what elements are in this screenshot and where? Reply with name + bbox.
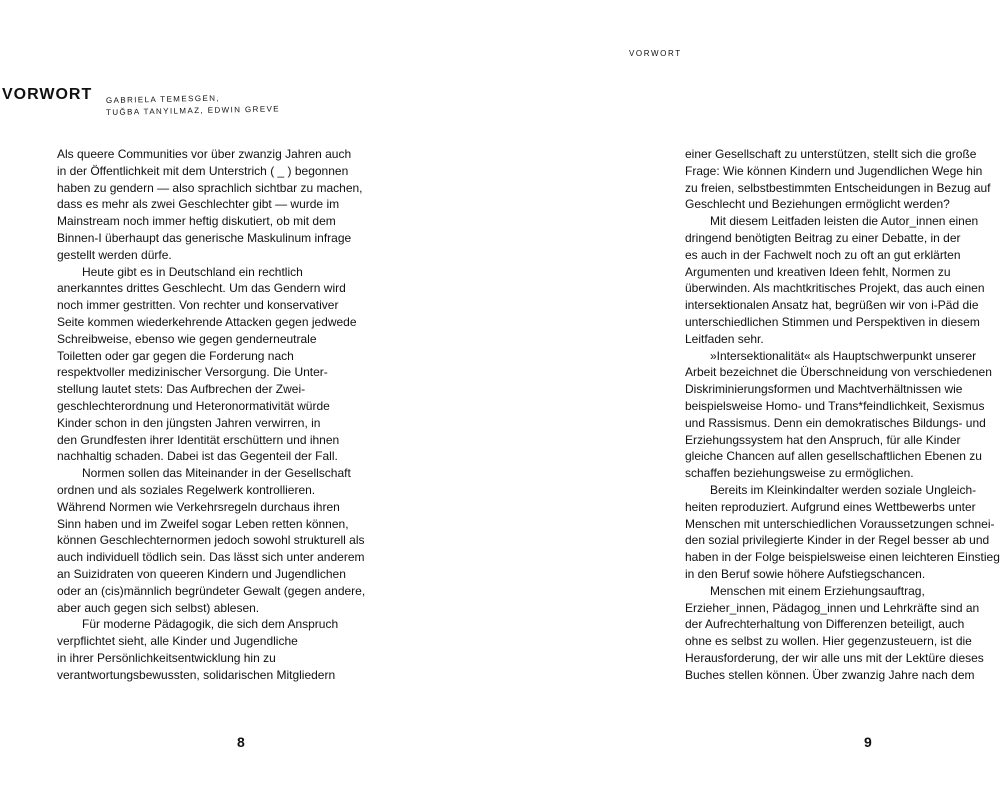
text-line: Während Normen wie Verkehrsregeln durchaus ihren — [57, 499, 340, 514]
text-line: Toiletten oder gar gegen die Forderung nach — [57, 348, 294, 363]
text-line: es auch in der Fachwelt noch zu oft an gut erklärten — [685, 247, 961, 262]
text-line: haben in der Folge beispielsweise einen leichteren Einstieg — [685, 550, 1000, 565]
text-line: schaffen beziehungsweise zu ermöglichen. — [685, 466, 914, 481]
text-line: an Suizidraten von queeren Kindern und Jugendlichen — [57, 566, 346, 581]
text-line: Seite kommen wiederkehrende Attacken gegen jedwede — [57, 314, 357, 329]
text-line: unterschiedlichen Stimmen und Perspektiven in diesem — [685, 314, 980, 329]
text-line: beispielsweise Homo- und Trans*feindlichkeit, Sexismus — [685, 398, 985, 413]
text-line: Binnen-I überhaupt das generische Maskulinum infrage — [57, 230, 352, 245]
text-line: verantwortungsbewussten, solidarischen Mitgliedern — [57, 667, 336, 682]
text-line: können Geschlechternormen jedoch sowohl strukturell als — [57, 533, 365, 548]
left-body-text — [57, 146, 377, 684]
page-number-right: 9 — [864, 734, 872, 750]
text-line: den Grundfesten ihrer Identität erschüttern und ihnen — [57, 432, 340, 447]
text-line: gleiche Chancen auf allen gesellschaftlichen Ebenen zu — [685, 449, 982, 464]
text-line: und Rassismus. Denn ein demokratisches Bildungs- und — [685, 415, 986, 430]
text-line: den sozial privilegierte Kinder in der Regel besser ab und — [685, 533, 990, 548]
text-line: Als queere Communities vor über zwanzig Jahren auch — [57, 147, 352, 161]
right-body-text — [685, 146, 1000, 684]
text-line: verpflichtet sieht, alle Kinder und Jugendliche — [57, 634, 298, 649]
text-line: in ihrer Persönlichkeitsentwicklung hin zu — [57, 650, 276, 665]
text-line: Bereits im Kleinkindalter werden soziale Ungleich- — [710, 482, 977, 497]
text-line: geschlechterordnung und Heteronormativität würde — [57, 398, 330, 413]
text-line: Erziehungssystem hat den Anspruch, für alle Kinder — [685, 432, 961, 447]
author-line: TUĞBA TANYILMAZ, EDWIN GREVE — [105, 104, 281, 117]
text-line: einer Gesellschaft zu unterstützen, stellt sich die große — [685, 147, 977, 161]
text-line: Menschen mit einem Erziehungsauftrag, — [710, 583, 925, 598]
text-line: Menschen mit unterschiedlichen Voraussetzungen schnei- — [685, 516, 995, 531]
author-line: GABRIELA TEMESGEN, — [105, 93, 221, 105]
text-line: Sinn haben und im Zweifel sogar Leben retten können, — [57, 516, 349, 531]
text-line: Mit diesem Leitfaden leisten die Autor_innen einen — [710, 214, 979, 229]
text-line: respektvoller medizinischer Versorgung. Die Unter- — [57, 365, 328, 380]
text-line: nachhaltig schaden. Dabei ist das Gegenteil der Fall. — [57, 449, 338, 464]
text-line: dass es mehr als zwei Geschlechter gibt — wurde im — [57, 197, 340, 212]
right-page — [500, 0, 1000, 800]
text-line: stellung lautet stets: Das Aufbrechen der Zwei- — [57, 382, 306, 397]
chapter-title: VORWORT — [2, 86, 93, 103]
text-line: »Intersektionalität« als Hauptschwerpunkt unserer — [710, 348, 977, 363]
text-line: dringend benötigten Beitrag zu einer Debatte, in der — [685, 230, 961, 245]
text-line: überwinden. Als machtkritisches Projekt, das auch einen — [685, 281, 985, 296]
text-line: Argumenten und kreativen Ideen fehlt, Normen zu — [685, 264, 951, 279]
text-line: Frage: Wie können Kindern und Jugendlichen Wege hin — [685, 163, 983, 178]
text-line: noch immer gestritten. Von rechter und konservativer — [57, 298, 339, 313]
text-line: Buches stellen können. Über zwanzig Jahre nach dem — [685, 667, 975, 682]
text-line: anerkanntes drittes Geschlecht. Um das Gendern wird — [57, 281, 346, 296]
text-line: Kinder schon in den jüngsten Jahren verwirren, in — [57, 415, 321, 430]
text-line: auch individuell tödlich sein. Das lässt sich unter anderem — [57, 550, 365, 565]
text-line: in den Beruf sowie höhere Aufstiegschancen. — [685, 566, 926, 581]
text-line: intersektionalen Ansatz hat, begrüßen wir von i-Päd die — [685, 298, 979, 313]
text-line: ohne es selbst zu wollen. Hier gegenzusteuern, ist die — [685, 634, 972, 649]
text-line: Diskriminierungsformen und Machtverhältnissen wie — [685, 382, 963, 397]
text-line: haben zu gendern — also sprachlich sichtbar zu machen, — [57, 180, 363, 195]
text-line: Normen sollen das Miteinander in der Gesellschaft — [82, 466, 351, 481]
text-line: aber auch gegen sich selbst) ablesen. — [57, 600, 260, 615]
text-line: Für moderne Pädagogik, die sich dem Anspruch — [82, 617, 339, 632]
running-head: VORWORT — [629, 49, 682, 58]
text-line: oder an (cis)männlich begründeter Gewalt (gegen andere, — [57, 583, 366, 598]
page-number-left: 8 — [237, 734, 245, 750]
text-line: Heute gibt es in Deutschland ein rechtlich — [82, 264, 303, 279]
text-line: in der Öffentlichkeit mit dem Unterstrich ( _ ) begonnen — [57, 163, 349, 178]
text-line: Arbeit bezeichnet die Überschneidung von verschiedenen — [685, 365, 992, 380]
text-line: gestellt werden dürfe. — [57, 247, 172, 262]
text-line: Herausforderung, der wir alle uns mit der Lektüre dieses — [685, 650, 984, 665]
text-line: heiten reproduziert. Aufgrund eines Wettbewerbs unter — [685, 499, 976, 514]
text-line: ordnen und als soziales Regelwerk kontrollieren. — [57, 482, 316, 497]
text-line: Erzieher_innen, Pädagog_innen und Lehrkräfte sind an — [685, 600, 980, 615]
author-names — [106, 95, 280, 119]
text-line: zu freien, selbstbestimmten Entscheidungen in Bezug auf — [685, 180, 991, 195]
text-line: Leitfaden sehr. — [685, 331, 764, 346]
text-line: Geschlecht und Beziehungen ermöglicht werden? — [685, 197, 950, 212]
text-line: Mainstream noch immer heftig diskutiert, ob mit dem — [57, 214, 336, 229]
text-line: Schreibweise, ebenso wie gegen genderneutrale — [57, 331, 317, 346]
text-line: der Aufrechterhaltung von Differenzen beteiligt, auch — [685, 617, 965, 632]
